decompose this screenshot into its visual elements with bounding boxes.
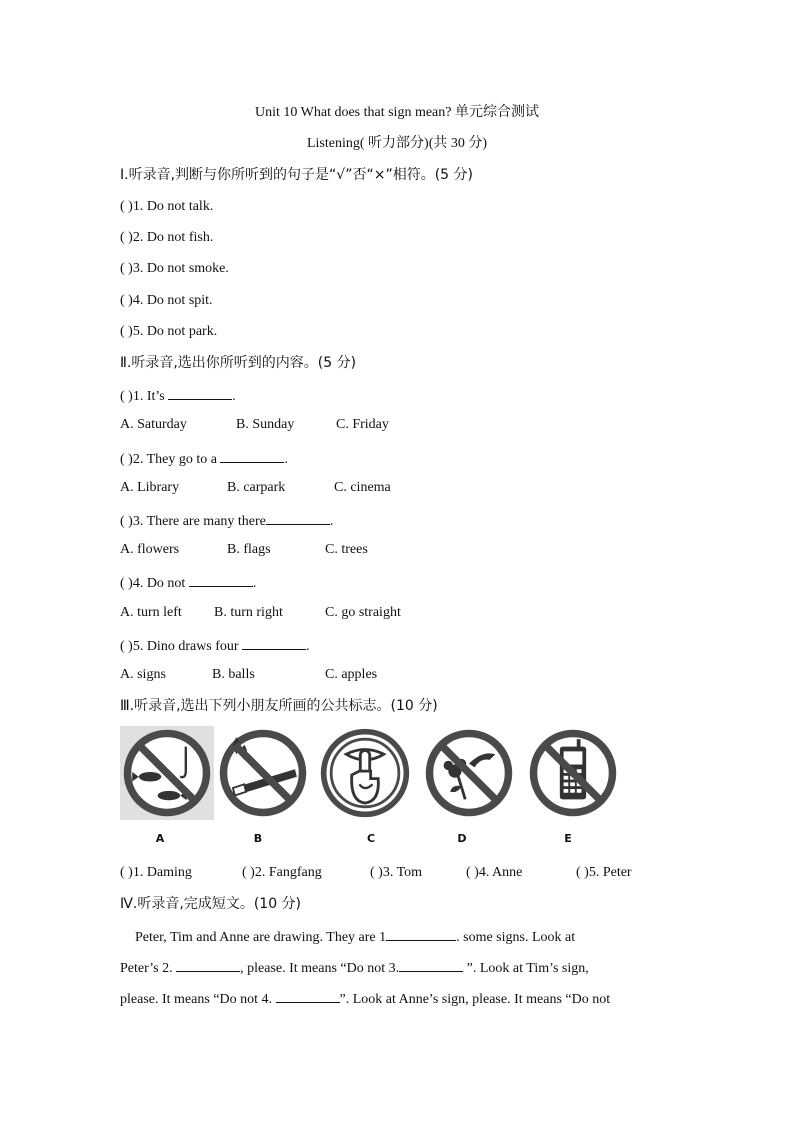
sign-label-e: E [564, 832, 572, 845]
sign-label-c: C [366, 832, 376, 845]
passage-blank-1[interactable] [386, 926, 456, 941]
answer-blank[interactable] [220, 448, 284, 463]
no-mobile-phone-icon [526, 726, 620, 820]
s1-item-2: ( )2. Do not fish. [120, 230, 214, 245]
s2-question-3: ( )3. There are many there . [120, 510, 333, 531]
page-subtitle: Listening( 听力部分)(共 30 分) [306, 136, 488, 151]
s1-item-1: ( )1. Do not talk. [120, 199, 214, 214]
sign-label-a: A [155, 832, 165, 845]
keep-quiet-icon [318, 726, 412, 820]
section-2-heading: Ⅱ.听录音,选出你所听到的内容。(5 分) [120, 355, 357, 371]
no-fishing-icon [120, 726, 214, 820]
passage-line-3: please. It means “Do not 4. ”. Look at Anne’s sign, please. It means “Do not [120, 988, 610, 1009]
s1-item-5: ( )5. Do not park. [120, 324, 218, 339]
answer-blank[interactable] [266, 510, 330, 525]
sign-label-b: B [253, 832, 263, 845]
passage-line-2: Peter’s 2. , please. It means “Do not 3. ”. Look at Tim’s sign, [120, 957, 589, 978]
s1-item-3: ( )3. Do not smoke. [120, 261, 229, 276]
answer-blank[interactable] [189, 572, 253, 587]
answer-blank[interactable] [242, 635, 306, 650]
section-3-heading: Ⅲ.听录音,选出下列小朋友所画的公共标志。(10 分) [120, 698, 438, 714]
s1-item-4: ( )4. Do not spit. [120, 293, 213, 308]
s2-question-2: ( )2. They go to a . [120, 448, 288, 469]
passage-blank-2[interactable] [176, 957, 240, 972]
sign-label-d: D [457, 832, 467, 845]
section-4-heading: Ⅳ.听录音,完成短文。(10 分) [120, 896, 302, 912]
no-picking-flowers-icon [422, 726, 516, 820]
answer-blank[interactable] [168, 385, 232, 400]
s2-question-4: ( )4. Do not . [120, 572, 256, 593]
s2-question-1: ( )1. It’s . [120, 385, 236, 406]
passage-blank-4[interactable] [276, 988, 340, 1003]
s2-question-5: ( )5. Dino draws four . [120, 635, 310, 656]
passage-blank-3[interactable] [399, 957, 463, 972]
section-1-heading: Ⅰ.听录音,判断与你所听到的句子是“√”否“×”相符。(5 分) [120, 167, 473, 183]
no-smoking-icon [216, 726, 310, 820]
passage-line-1: Peter, Tim and Anne are drawing. They are 1 . some signs. Look at [135, 926, 575, 947]
page-title: Unit 10 What does that sign mean? 单元综合测试 [255, 105, 539, 120]
